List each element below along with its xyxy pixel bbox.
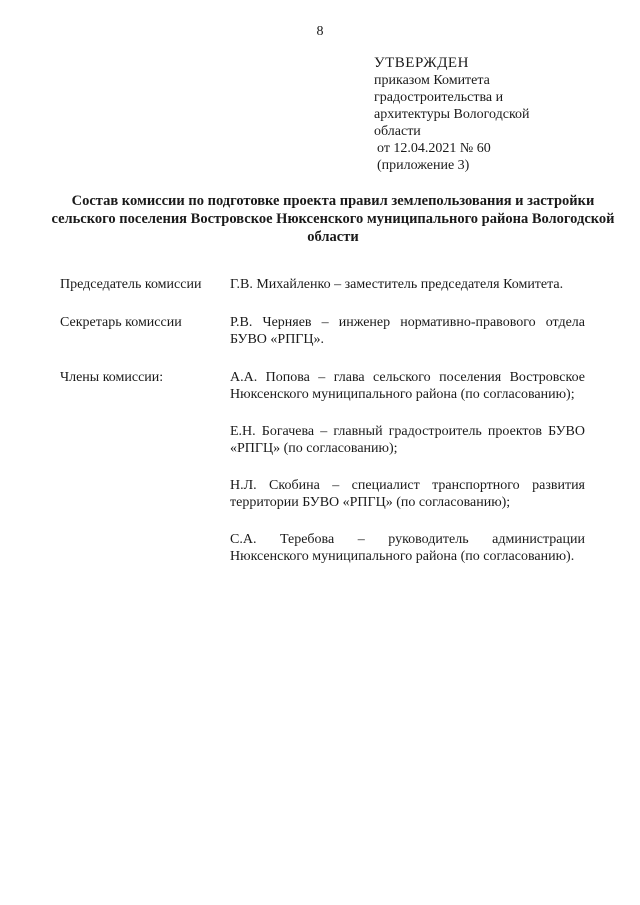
approval-line: области (374, 124, 421, 139)
document-title: Состав комиссии по подготовке проекта правил землепользования и застройки сельского поселения Востровское Нюксенского муниципального района Вологодской области (51, 193, 615, 245)
approval-annex-line: (приложение 3) (377, 158, 470, 173)
member-list (230, 369, 585, 565)
approval-line: приказом Комитета (374, 73, 490, 88)
roster-row-members (60, 369, 585, 565)
approval-line: архитектуры Вологодской (374, 107, 530, 122)
approval-order-line: от 12.04.2021 № 60 (377, 141, 491, 156)
member-entry: С.А. Теребова – руководитель администрации Нюксенского муниципального района (по согласованию). (230, 532, 585, 564)
role-label: Секретарь комиссии (60, 315, 182, 330)
member-entry: Р.В. Черняев – инженер нормативно-правового отдела БУВО «РПГЦ». (230, 315, 585, 347)
approval-line: градостроительства и (374, 90, 504, 105)
roster-row-chairman (60, 276, 585, 293)
approval-heading: УТВЕРЖДЕН (374, 55, 469, 71)
roster-row-secretary (60, 314, 585, 348)
member-entry: Г.В. Михайленко – заместитель председателя Комитета. (230, 277, 564, 292)
member-list (230, 276, 585, 293)
page-number: 8 (316, 24, 324, 39)
role-label: Члены комиссии: (60, 370, 164, 385)
approval-stamp (374, 55, 574, 174)
member-entry: Н.Л. Скобина – специалист транспортного развития территории БУВО «РПГЦ» (по согласованию); (230, 478, 585, 510)
commission-roster (60, 276, 585, 565)
member-list (230, 314, 585, 348)
member-entry: Е.Н. Богачева – главный градостроитель проектов БУВО «РПГЦ» (по согласованию); (230, 424, 585, 456)
member-entry: А.А. Попова – глава сельского поселения Востровское Нюксенского муниципального района (по согласованию); (230, 370, 585, 402)
role-label: Председатель комиссии (60, 277, 202, 292)
